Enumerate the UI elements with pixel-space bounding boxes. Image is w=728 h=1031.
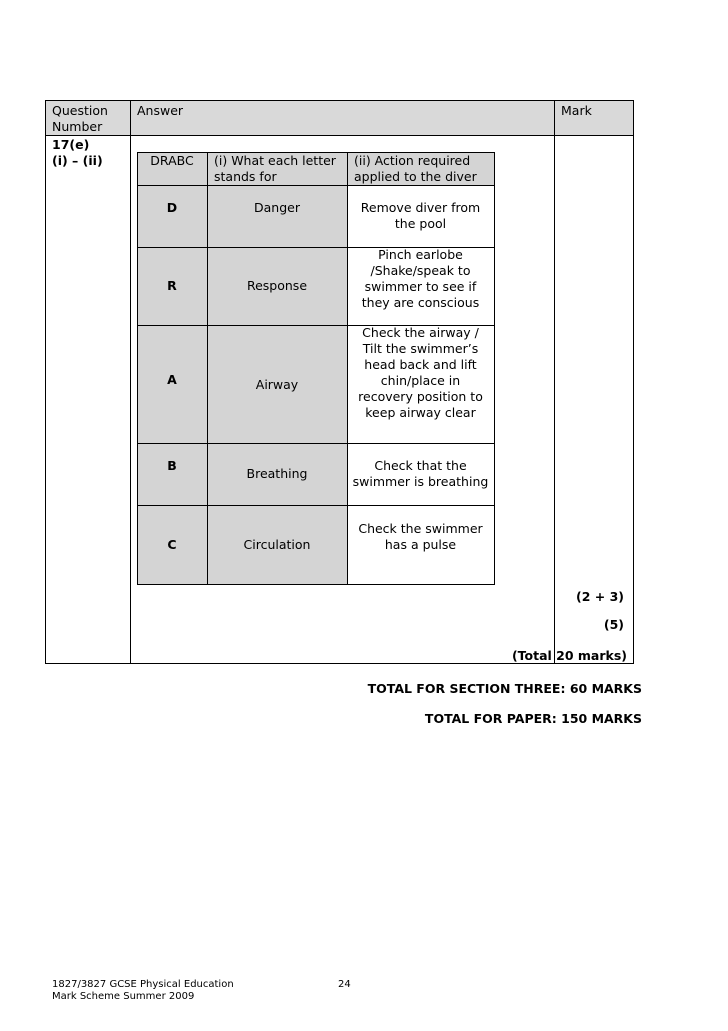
total-paper: TOTAL FOR PAPER: 150 MARKS: [424, 711, 642, 726]
action-header: (ii) Action required applied to the diver: [354, 153, 477, 184]
mark-total: (Total 20 marks): [511, 648, 627, 663]
drabc-letter: C: [167, 537, 177, 552]
table-border-left: [45, 100, 46, 664]
table-divider-mark: [554, 100, 555, 664]
mark-header: Mark: [561, 103, 592, 118]
question-number-header: Question Number: [52, 103, 108, 134]
drabc-border-right: [494, 152, 495, 585]
mark-split: (2 + 3): [576, 589, 624, 604]
drabc-border-bottom: [137, 584, 495, 585]
action-cell: Check that the swimmer is breathing: [352, 458, 489, 489]
drabc-letter: D: [166, 200, 178, 215]
table-border-right: [633, 100, 634, 664]
stands-for-header: (i) What each letter stands for: [214, 153, 336, 184]
question-parts: (i) – (ii): [52, 153, 103, 168]
stands-for-cell: Response: [246, 278, 308, 293]
question-number: 17(e): [52, 137, 90, 152]
stands-for-cell: Danger: [254, 200, 300, 215]
action-cell: Check the airway / Tilt the swimmer’s head back and lift chin/place in recovery position to keep airway clear: [358, 325, 483, 420]
table-border-header-bottom: [45, 135, 634, 136]
footer-scheme: Mark Scheme Summer 2009: [52, 991, 195, 1002]
drabc-row-line-5: [137, 505, 495, 506]
drabc-col-line-1: [207, 152, 208, 585]
drabc-row-line-1: [137, 185, 495, 186]
drabc-border-left: [137, 152, 138, 585]
drabc-letter: B: [167, 458, 177, 473]
drabc-letter: A: [167, 372, 177, 387]
stands-for-column-background: [207, 152, 347, 584]
page-number: 24: [338, 979, 351, 990]
table-border-top: [45, 100, 634, 101]
total-section-three: TOTAL FOR SECTION THREE: 60 MARKS: [367, 681, 642, 696]
drabc-letter: R: [167, 278, 177, 293]
action-cell: Check the swimmer has a pulse: [358, 521, 483, 552]
table-header-background: [45, 101, 633, 135]
stands-for-cell: Airway: [255, 377, 299, 392]
table-divider-question: [130, 100, 131, 664]
drabc-column-background: [137, 152, 207, 584]
stands-for-cell: Breathing: [246, 466, 308, 481]
action-cell: Pinch earlobe /Shake/speak to swimmer to see if they are conscious: [361, 247, 480, 310]
stands-for-cell: Circulation: [243, 537, 311, 552]
answer-header: Answer: [137, 103, 184, 118]
mark-subtotal: (5): [603, 617, 624, 632]
drabc-row-line-4: [137, 443, 495, 444]
action-cell: Remove diver from the pool: [360, 200, 481, 231]
footer-code: 1827/3827 GCSE Physical Education: [52, 979, 234, 990]
drabc-header: DRABC: [150, 153, 194, 168]
